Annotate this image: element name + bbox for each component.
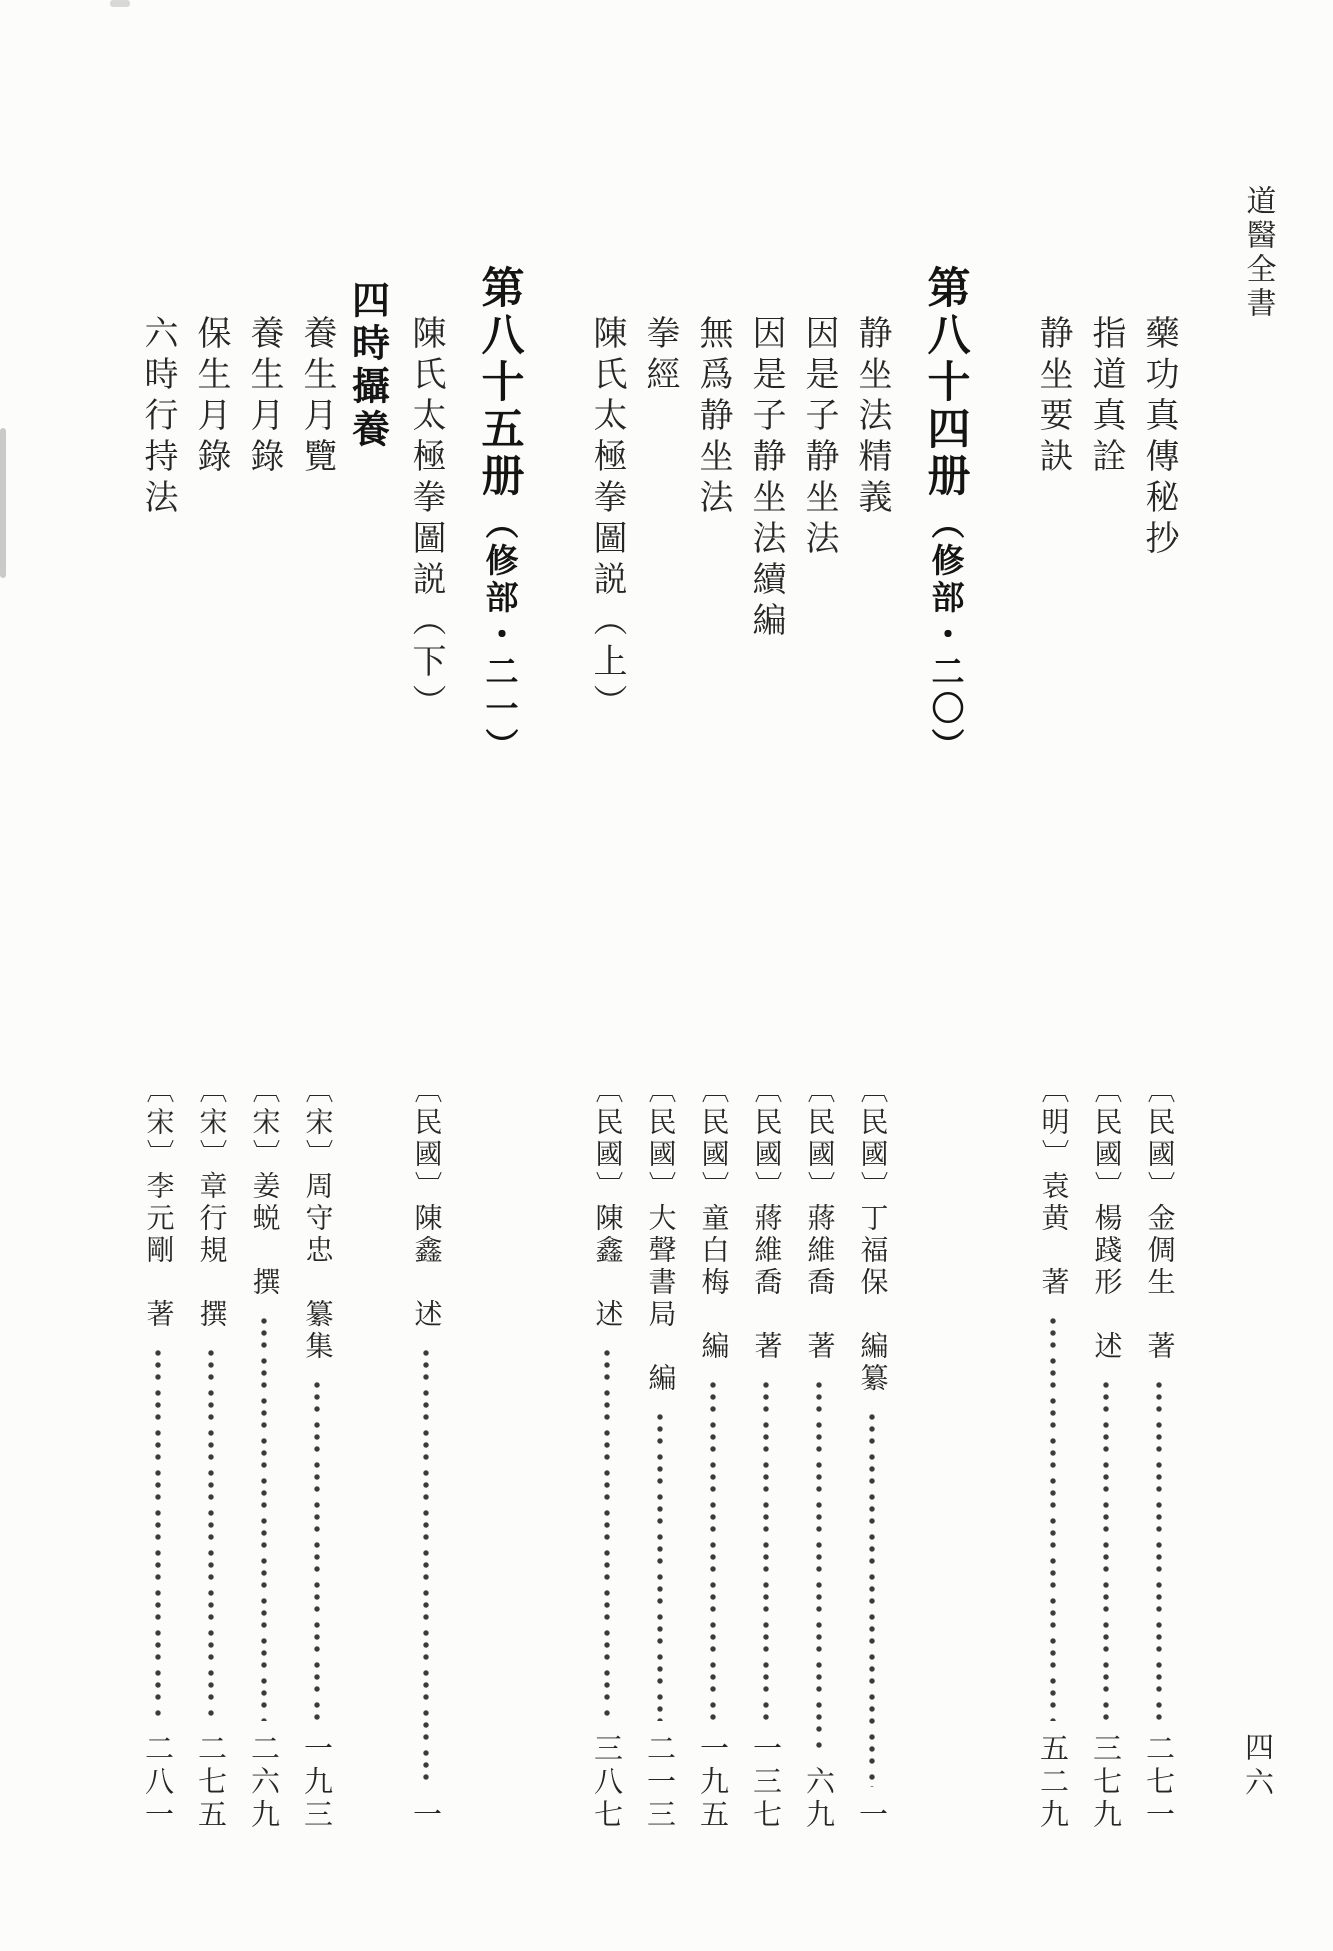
entry-author: 〔民國〕大聲書局 編 bbox=[644, 1075, 676, 1395]
toc-entry bbox=[739, 150, 792, 1832]
toc-entry bbox=[399, 150, 452, 1832]
entry-author: 〔明〕袁黄 著 bbox=[1037, 1075, 1069, 1299]
toc-entry bbox=[1132, 150, 1185, 1832]
entry-author: 〔民國〕丁福保 編纂 bbox=[856, 1075, 888, 1395]
entry-author: 〔民國〕蔣維喬 著 bbox=[803, 1075, 835, 1363]
entry-title: 因是子静坐法續編 bbox=[747, 315, 784, 643]
dotted-leader bbox=[603, 1347, 611, 1721]
entry-title-area bbox=[635, 315, 684, 1075]
entry-page-number: 二一三 bbox=[643, 1733, 675, 1832]
volume-85-header bbox=[464, 150, 534, 1832]
entry-title-area bbox=[688, 315, 737, 1075]
entry-author: 〔宋〕姜蜕 撰 bbox=[248, 1075, 280, 1299]
entry-page-number: 三七九 bbox=[1089, 1733, 1121, 1832]
toc-entry bbox=[184, 150, 237, 1832]
volume-header-sub: （修部・二一） bbox=[480, 506, 517, 765]
dotted-leader bbox=[422, 1347, 430, 1787]
dotted-leader bbox=[1102, 1379, 1110, 1721]
toc-entry bbox=[633, 150, 686, 1832]
toc-entry bbox=[686, 150, 739, 1832]
section-header bbox=[343, 150, 391, 1832]
page-margin-line bbox=[1230, 150, 1285, 1832]
entry-author: 〔宋〕李元剛 著 bbox=[142, 1075, 174, 1331]
entry-page-number: 六九 bbox=[802, 1766, 834, 1832]
entry-page-number: 三八七 bbox=[590, 1733, 622, 1832]
entry-page-number: 二六九 bbox=[247, 1733, 279, 1832]
dotted-leader bbox=[762, 1379, 770, 1721]
entry-title-area bbox=[1134, 315, 1183, 1075]
entry-author: 〔民國〕陳鑫 述 bbox=[410, 1075, 442, 1331]
entry-title-area bbox=[401, 315, 450, 1075]
dotted-leader bbox=[1155, 1379, 1163, 1721]
dotted-leader bbox=[260, 1315, 268, 1721]
entry-page-number: 一三七 bbox=[749, 1733, 781, 1832]
scan-artifact bbox=[110, 0, 130, 7]
entry-title-area bbox=[239, 315, 288, 1075]
toc-entry bbox=[290, 150, 343, 1832]
dotted-leader bbox=[656, 1411, 664, 1721]
folio-page-number: 四六 bbox=[1241, 1732, 1273, 1802]
entry-title-area bbox=[741, 315, 790, 1075]
entry-title: 陳氏太極拳圖説（上） bbox=[588, 315, 625, 725]
dotted-leader bbox=[154, 1347, 162, 1721]
table-of-contents-page bbox=[131, 150, 1285, 1832]
entry-title-area bbox=[1081, 315, 1130, 1075]
toc-entry bbox=[131, 150, 184, 1832]
entry-title: 静坐法精義 bbox=[853, 315, 890, 520]
section-header-title: 四時攝養 bbox=[345, 280, 388, 452]
entry-title-area bbox=[292, 315, 341, 1075]
entry-title: 無爲静坐法 bbox=[694, 315, 731, 520]
toc-entry bbox=[580, 150, 633, 1832]
entry-title: 拳經 bbox=[641, 315, 678, 397]
entry-title: 養生月錄 bbox=[245, 315, 282, 479]
entry-title-area bbox=[186, 315, 235, 1075]
entry-title: 指道真詮 bbox=[1087, 315, 1124, 479]
toc-entry bbox=[792, 150, 845, 1832]
toc-entry bbox=[845, 150, 898, 1832]
entry-page-number: 二七一 bbox=[1142, 1733, 1174, 1832]
entry-author: 〔宋〕周守忠 纂集 bbox=[301, 1075, 333, 1363]
entry-author: 〔民國〕金倜生 著 bbox=[1143, 1075, 1175, 1363]
dotted-leader bbox=[1049, 1315, 1057, 1721]
entry-title: 静坐要訣 bbox=[1034, 315, 1071, 479]
entry-page-number: 一 bbox=[409, 1799, 441, 1832]
entry-page-number: 二七五 bbox=[194, 1733, 226, 1832]
volume-84-header bbox=[910, 150, 980, 1832]
entry-title: 藥功真傳秘抄 bbox=[1140, 315, 1177, 561]
entry-title: 陳氏太極拳圖説（下） bbox=[407, 315, 444, 725]
entry-page-number: 一 bbox=[855, 1799, 887, 1832]
dotted-leader bbox=[868, 1411, 876, 1787]
entry-title: 養生月覽 bbox=[298, 315, 335, 479]
toc-entry bbox=[1026, 150, 1079, 1832]
entry-title-area bbox=[847, 315, 896, 1075]
dotted-leader bbox=[815, 1379, 823, 1754]
entry-author: 〔宋〕章行規 撰 bbox=[195, 1075, 227, 1331]
volume-header-sub: （修部・二〇） bbox=[926, 506, 963, 765]
entry-title-area bbox=[582, 315, 631, 1075]
volume-header-main: 第八十四册 bbox=[921, 265, 969, 500]
entry-author: 〔民國〕童白梅 編 bbox=[697, 1075, 729, 1363]
entry-title-area bbox=[794, 315, 843, 1075]
dotted-leader bbox=[313, 1379, 321, 1721]
dotted-leader bbox=[709, 1379, 717, 1721]
toc-entry bbox=[1079, 150, 1132, 1832]
toc-entry bbox=[237, 150, 290, 1832]
book-title: 道醫全書 bbox=[1241, 185, 1275, 321]
entry-title: 六時行持法 bbox=[139, 315, 176, 520]
entry-title: 保生月錄 bbox=[192, 315, 229, 479]
entry-title: 因是子静坐法 bbox=[800, 315, 837, 561]
entry-author: 〔民國〕蔣維喬 著 bbox=[750, 1075, 782, 1363]
entry-page-number: 一九三 bbox=[300, 1733, 332, 1832]
entry-page-number: 一九五 bbox=[696, 1733, 728, 1832]
entry-author: 〔民國〕楊踐形 述 bbox=[1090, 1075, 1122, 1363]
entry-page-number: 五二九 bbox=[1036, 1733, 1068, 1832]
entry-page-number: 二八一 bbox=[141, 1733, 173, 1832]
entry-title-area bbox=[133, 315, 182, 1075]
dotted-leader bbox=[207, 1347, 215, 1721]
volume-header-main: 第八十五册 bbox=[475, 265, 523, 500]
scan-artifact bbox=[0, 428, 6, 578]
entry-title-area bbox=[1028, 315, 1077, 1075]
entry-author: 〔民國〕陳鑫 述 bbox=[591, 1075, 623, 1331]
